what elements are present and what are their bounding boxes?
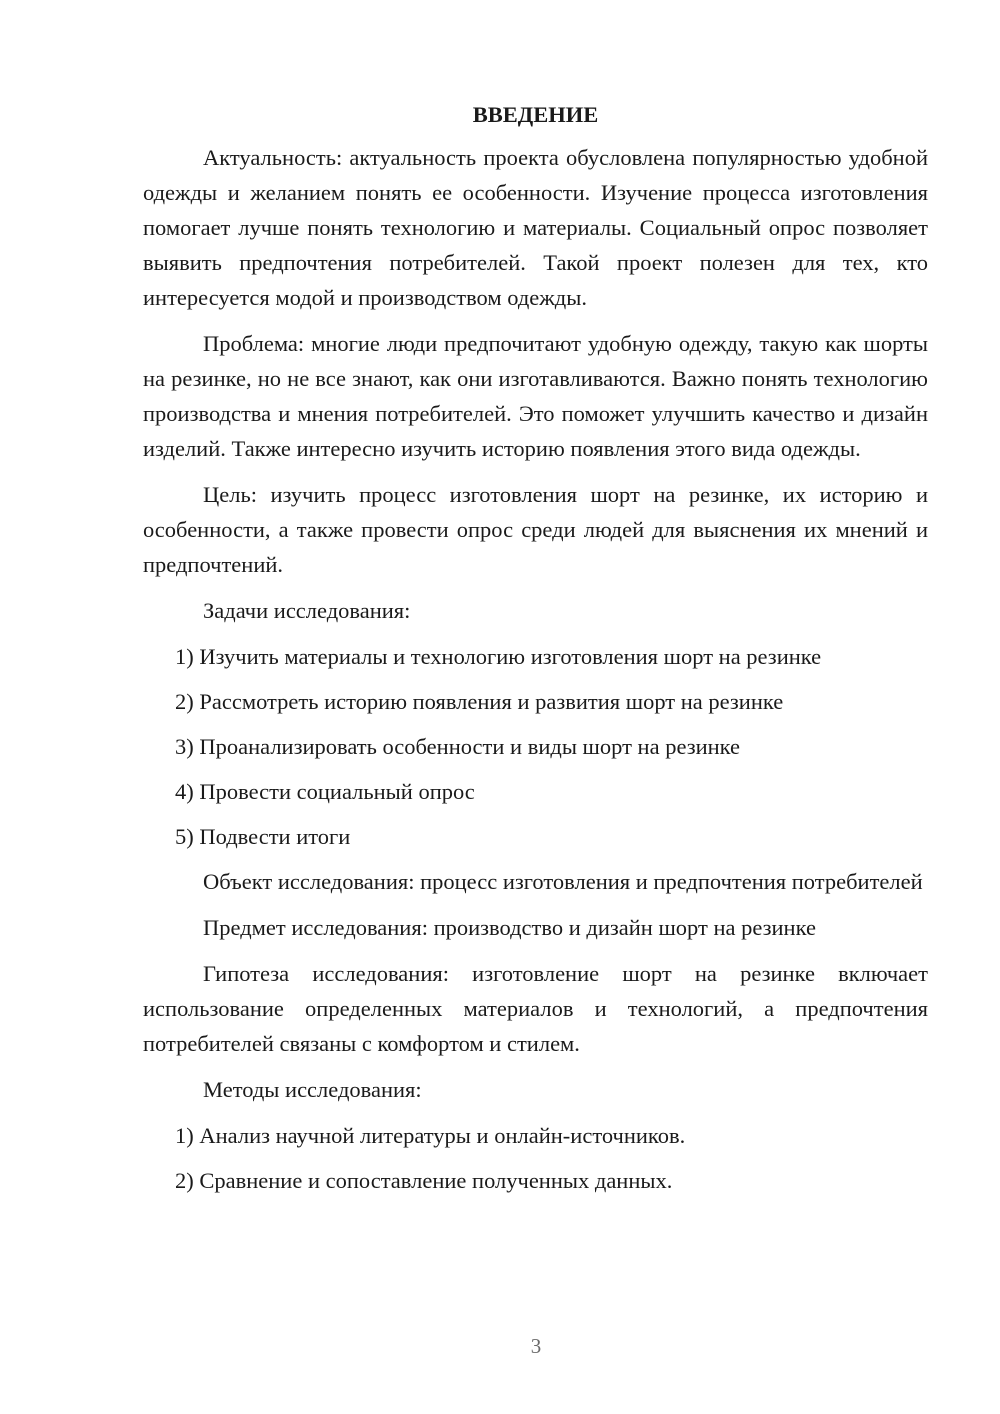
task-item: 2) Рассмотреть историю появления и развития шорт на резинке bbox=[175, 689, 784, 714]
relevance-paragraph: Актуальность: актуальность проекта обусловлена популярностью удобной одежды и желанием понять ее особенности. Изучение процесса изготовления помогает лучше понять технологию и материалы. Социальный опрос позволяет выявить предпочтения потребителей. Такой проект полезен для тех, кто интересуется модой и производством одежды. bbox=[143, 145, 928, 310]
goal-paragraph: Цель: изучить процесс изготовления шорт на резинке, их историю и особенности, а также провести опрос среди людей для выяснения их мнений и предпочтений. bbox=[143, 482, 928, 577]
page-content bbox=[143, 97, 928, 1208]
task-item: 4) Провести социальный опрос bbox=[175, 779, 475, 804]
problem-paragraph: Проблема: многие люди предпочитают удобную одежду, такую как шорты на резинке, но не все знают, как они изготавливаются. Важно понять технологию производства и мнения потребителей. Это поможет улучшить качество и дизайн изделий. Также интересно изучить историю появления этого вида одежды. bbox=[143, 331, 928, 461]
task-item: 5) Подвести итоги bbox=[175, 824, 351, 849]
method-item: 2) Сравнение и сопоставление полученных данных. bbox=[175, 1168, 673, 1193]
hypothesis-paragraph: Гипотеза исследования: изготовление шорт на резинке включает использование определенных материалов и технологий, а предпочтения потребителей связаны с комфортом и стилем. bbox=[143, 961, 928, 1056]
method-item: 1) Анализ научной литературы и онлайн-источников. bbox=[175, 1123, 686, 1148]
page-number: 3 bbox=[530, 1334, 542, 1358]
object-paragraph: Объект исследования: процесс изготовления и предпочтения потребителей bbox=[203, 869, 923, 894]
tasks-label: Задачи исследования: bbox=[203, 598, 411, 623]
task-item: 3) Проанализировать особенности и виды шорт на резинке bbox=[175, 734, 741, 759]
task-item: 1) Изучить материалы и технологию изготовления шорт на резинке bbox=[175, 644, 822, 669]
methods-label: Методы исследования: bbox=[203, 1077, 422, 1102]
section-heading: ВВЕДЕНИЕ bbox=[472, 102, 599, 127]
subject-paragraph: Предмет исследования: производство и дизайн шорт на резинке bbox=[203, 915, 816, 940]
